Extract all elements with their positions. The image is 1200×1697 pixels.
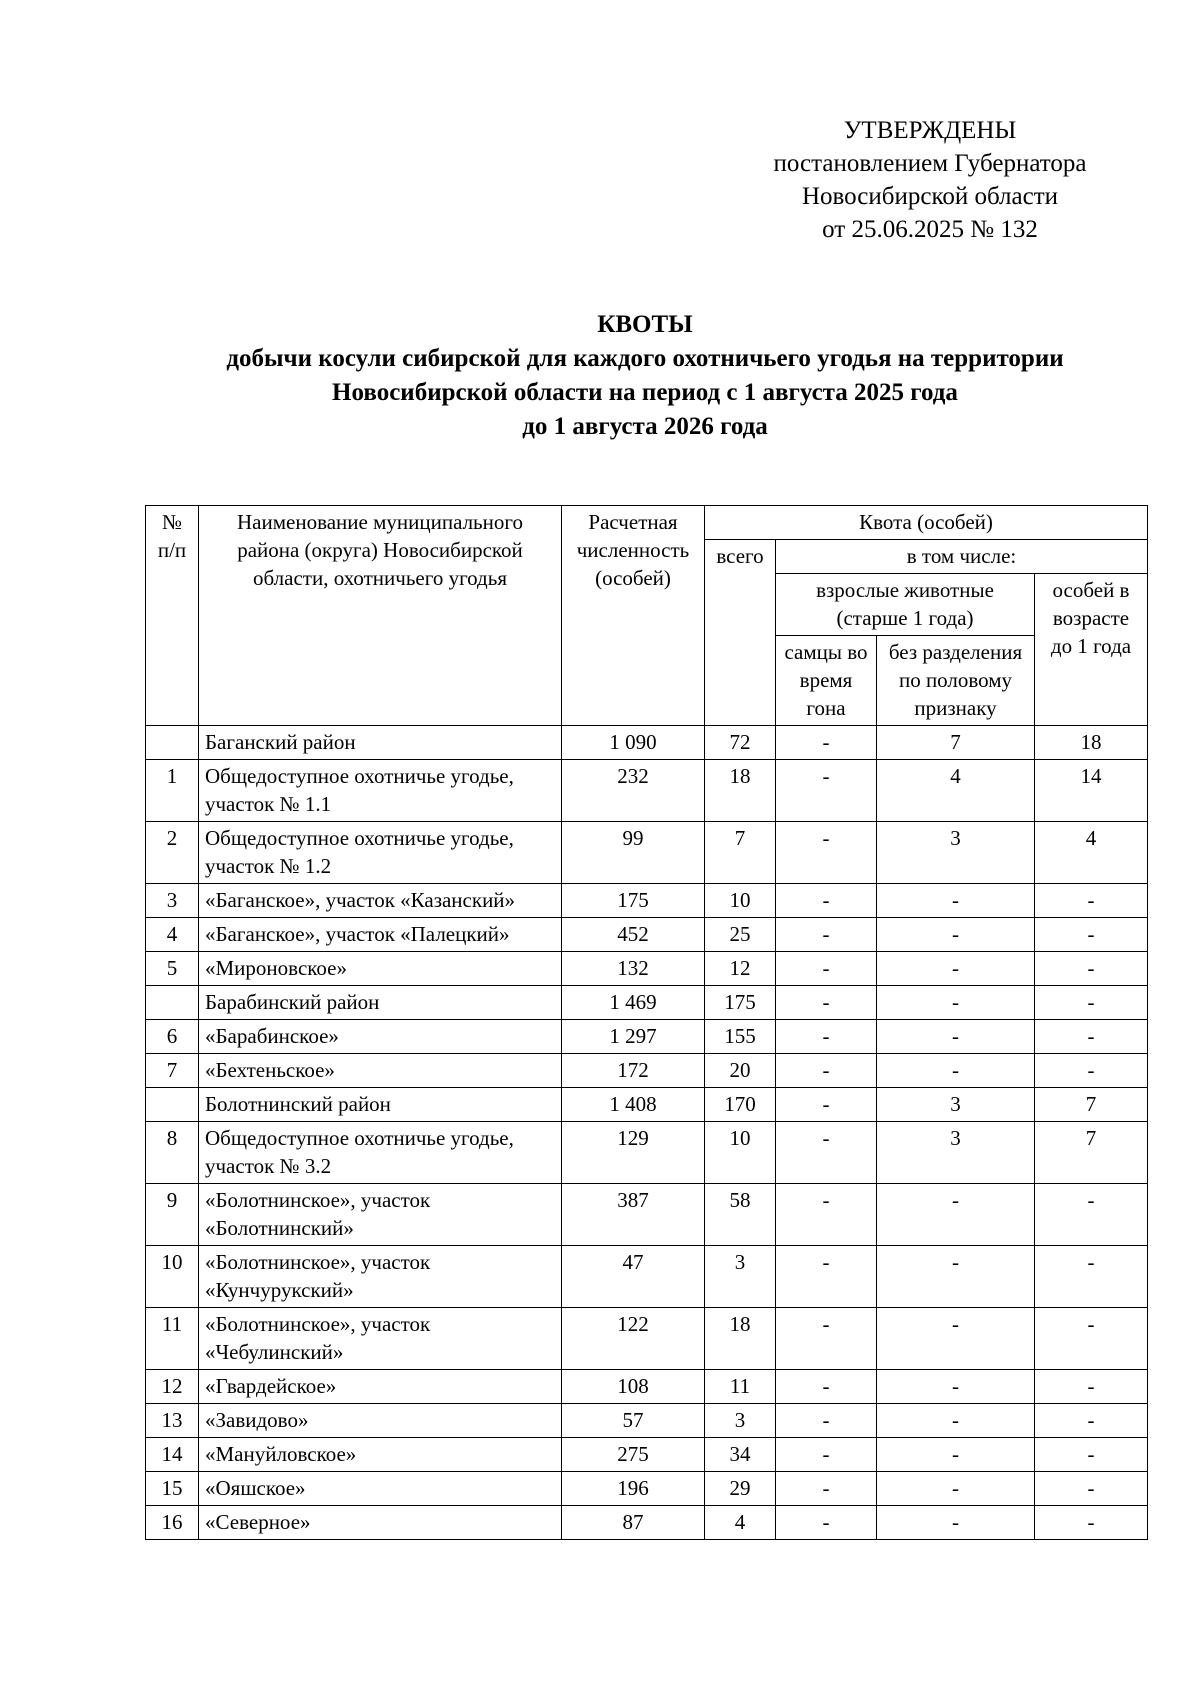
cell-total: 155 [705, 1020, 776, 1054]
table-row [146, 1122, 1148, 1184]
quota-table-header [146, 506, 1148, 726]
cell-name: «Баганское», участок «Палецкий» [199, 918, 562, 952]
cell-young: - [1035, 1370, 1148, 1404]
cell-males: - [776, 1506, 877, 1540]
cell-no-sex: - [877, 1246, 1035, 1308]
cell-males: - [776, 1184, 877, 1246]
cell-total: 72 [705, 726, 776, 760]
cell-population: 87 [562, 1506, 705, 1540]
cell-name: Общедоступное охотничье угодье, участок № 1.1 [199, 760, 562, 822]
district-row [146, 986, 1148, 1020]
cell-name: Барабинский район [199, 986, 562, 1020]
cell-name: Баганский район [199, 726, 562, 760]
cell-name: Общедоступное охотничье угодье, участок № 1.2 [199, 822, 562, 884]
quota-table [145, 505, 1148, 1540]
cell-population: 129 [562, 1122, 705, 1184]
cell-young: - [1035, 1184, 1148, 1246]
cell-population: 47 [562, 1246, 705, 1308]
cell-num: 5 [146, 952, 199, 986]
cell-total: 58 [705, 1184, 776, 1246]
cell-population: 175 [562, 884, 705, 918]
cell-num: 14 [146, 1438, 199, 1472]
cell-young: - [1035, 1308, 1148, 1370]
cell-population: 122 [562, 1308, 705, 1370]
cell-no-sex: - [877, 1438, 1035, 1472]
cell-total: 3 [705, 1404, 776, 1438]
cell-total: 3 [705, 1246, 776, 1308]
cell-no-sex: - [877, 1184, 1035, 1246]
cell-males: - [776, 1054, 877, 1088]
cell-males: - [776, 726, 877, 760]
cell-young: 7 [1035, 1122, 1148, 1184]
cell-num: 6 [146, 1020, 199, 1054]
header-including: в том числе: [776, 540, 1148, 574]
cell-young: 14 [1035, 760, 1148, 822]
cell-males: - [776, 1246, 877, 1308]
cell-total: 20 [705, 1054, 776, 1088]
cell-population: 1 469 [562, 986, 705, 1020]
cell-males: - [776, 952, 877, 986]
cell-no-sex: 3 [877, 1122, 1035, 1184]
cell-total: 18 [705, 760, 776, 822]
cell-young: - [1035, 1506, 1148, 1540]
header-adults: взрослые животные (старше 1 года) [776, 574, 1035, 636]
cell-population: 387 [562, 1184, 705, 1246]
table-row [146, 1020, 1148, 1054]
cell-males: - [776, 1472, 877, 1506]
cell-no-sex: - [877, 884, 1035, 918]
cell-no-sex: - [877, 952, 1035, 986]
district-row [146, 726, 1148, 760]
cell-young: - [1035, 1054, 1148, 1088]
approval-line-date: от 25.06.2025 № 132 [822, 216, 1038, 243]
cell-no-sex: - [877, 1404, 1035, 1438]
approval-line-approved: УТВЕРЖДЕНЫ [843, 117, 1017, 144]
cell-population: 132 [562, 952, 705, 986]
cell-name: «Мануйловское» [199, 1438, 562, 1472]
cell-total: 7 [705, 822, 776, 884]
table-row [146, 1404, 1148, 1438]
cell-num: 15 [146, 1472, 199, 1506]
cell-name: «Болотнинское», участок «Кунчурукский» [199, 1246, 562, 1308]
table-row [146, 1184, 1148, 1246]
cell-no-sex: - [877, 986, 1035, 1020]
cell-males: - [776, 884, 877, 918]
cell-name: «Барабинское» [199, 1020, 562, 1054]
cell-young: - [1035, 1246, 1148, 1308]
cell-males: - [776, 1122, 877, 1184]
cell-name: «Гвардейское» [199, 1370, 562, 1404]
cell-no-sex: 3 [877, 822, 1035, 884]
cell-no-sex: - [877, 918, 1035, 952]
cell-population: 1 408 [562, 1088, 705, 1122]
cell-young: - [1035, 1472, 1148, 1506]
title-line-1: КВОТЫ [597, 311, 693, 338]
cell-population: 232 [562, 760, 705, 822]
cell-no-sex: - [877, 1020, 1035, 1054]
cell-population: 99 [562, 822, 705, 884]
cell-males: - [776, 1438, 877, 1472]
cell-total: 4 [705, 1506, 776, 1540]
table-row [146, 1438, 1148, 1472]
cell-num: 3 [146, 884, 199, 918]
cell-num [146, 1088, 199, 1122]
cell-total: 10 [705, 884, 776, 918]
cell-name: «Мироновское» [199, 952, 562, 986]
cell-num: 16 [146, 1506, 199, 1540]
cell-young: - [1035, 1404, 1148, 1438]
table-row [146, 1472, 1148, 1506]
cell-name: «Бехтеньское» [199, 1054, 562, 1088]
table-row [146, 1308, 1148, 1370]
table-row [146, 918, 1148, 952]
cell-name: «Болотнинское», участок «Чебулинский» [199, 1308, 562, 1370]
cell-name: Болотнинский район [199, 1088, 562, 1122]
cell-no-sex: - [877, 1054, 1035, 1088]
cell-num: 2 [146, 822, 199, 884]
cell-total: 18 [705, 1308, 776, 1370]
cell-name: «Ояшское» [199, 1472, 562, 1506]
table-row [146, 760, 1148, 822]
title-line-3: Новосибирской области на период с 1 августа 2025 года [332, 379, 958, 406]
cell-no-sex: - [877, 1308, 1035, 1370]
cell-num: 9 [146, 1184, 199, 1246]
cell-population: 108 [562, 1370, 705, 1404]
cell-num: 1 [146, 760, 199, 822]
title-line-2: добычи косули сибирской для каждого охотничьего угодья на территории [226, 345, 1064, 372]
cell-num: 13 [146, 1404, 199, 1438]
cell-young: 4 [1035, 822, 1148, 884]
cell-population: 57 [562, 1404, 705, 1438]
cell-no-sex: 7 [877, 726, 1035, 760]
title-line-4: до 1 августа 2026 года [522, 413, 768, 440]
table-row [146, 822, 1148, 884]
cell-males: - [776, 986, 877, 1020]
header-population: Расчетная численность (особей) [562, 506, 705, 726]
cell-total: 25 [705, 918, 776, 952]
cell-males: - [776, 1308, 877, 1370]
cell-name: Общедоступное охотничье угодье, участок № 3.2 [199, 1122, 562, 1184]
cell-males: - [776, 822, 877, 884]
cell-males: - [776, 1088, 877, 1122]
cell-name: «Завидово» [199, 1404, 562, 1438]
header-name: Наименование муниципального района (округа) Новосибирской области, охотничьего угодья [199, 506, 562, 726]
header-no-sex: без разделения по половому признаку [877, 636, 1035, 726]
header-males: самцы во время гона [776, 636, 877, 726]
table-row [146, 1246, 1148, 1308]
table-row [146, 952, 1148, 986]
cell-num: 10 [146, 1246, 199, 1308]
header-num: № п/п [146, 506, 199, 726]
cell-males: - [776, 1370, 877, 1404]
cell-population: 172 [562, 1054, 705, 1088]
cell-young: - [1035, 884, 1148, 918]
cell-population: 452 [562, 918, 705, 952]
cell-population: 1 297 [562, 1020, 705, 1054]
cell-name: «Баганское», участок «Казанский» [199, 884, 562, 918]
cell-population: 275 [562, 1438, 705, 1472]
cell-total: 11 [705, 1370, 776, 1404]
header-quota: Квота (особей) [705, 506, 1148, 540]
cell-population: 1 090 [562, 726, 705, 760]
cell-young: - [1035, 986, 1148, 1020]
cell-no-sex: 4 [877, 760, 1035, 822]
cell-young: 7 [1035, 1088, 1148, 1122]
cell-no-sex: - [877, 1472, 1035, 1506]
cell-total: 29 [705, 1472, 776, 1506]
cell-name: «Северное» [199, 1506, 562, 1540]
header-young: особей в возрасте до 1 года [1035, 574, 1148, 726]
cell-num: 7 [146, 1054, 199, 1088]
cell-young: - [1035, 918, 1148, 952]
cell-num: 11 [146, 1308, 199, 1370]
cell-males: - [776, 1020, 877, 1054]
district-row [146, 1088, 1148, 1122]
cell-males: - [776, 1404, 877, 1438]
cell-total: 10 [705, 1122, 776, 1184]
cell-males: - [776, 918, 877, 952]
cell-total: 34 [705, 1438, 776, 1472]
cell-num: 4 [146, 918, 199, 952]
approval-stamp [740, 114, 1120, 246]
cell-total: 170 [705, 1088, 776, 1122]
table-row [146, 1370, 1148, 1404]
quota-table-body [146, 726, 1148, 1540]
cell-name: «Болотнинское», участок «Болотнинский» [199, 1184, 562, 1246]
cell-no-sex: - [877, 1370, 1035, 1404]
cell-num [146, 986, 199, 1020]
cell-total: 175 [705, 986, 776, 1020]
cell-num: 8 [146, 1122, 199, 1184]
cell-num: 12 [146, 1370, 199, 1404]
cell-males: - [776, 760, 877, 822]
approval-line-region: Новосибирской области [801, 183, 1059, 210]
header-total: всего [705, 540, 776, 726]
cell-total: 12 [705, 952, 776, 986]
cell-young: 18 [1035, 726, 1148, 760]
approval-line-decree: постановлением Губернатора [773, 150, 1087, 177]
cell-young: - [1035, 1020, 1148, 1054]
cell-no-sex: 3 [877, 1088, 1035, 1122]
table-row [146, 884, 1148, 918]
cell-young: - [1035, 952, 1148, 986]
table-row [146, 1506, 1148, 1540]
table-row [146, 1054, 1148, 1088]
cell-no-sex: - [877, 1506, 1035, 1540]
cell-population: 196 [562, 1472, 705, 1506]
cell-young: - [1035, 1438, 1148, 1472]
document-title [140, 308, 1150, 444]
cell-num [146, 726, 199, 760]
